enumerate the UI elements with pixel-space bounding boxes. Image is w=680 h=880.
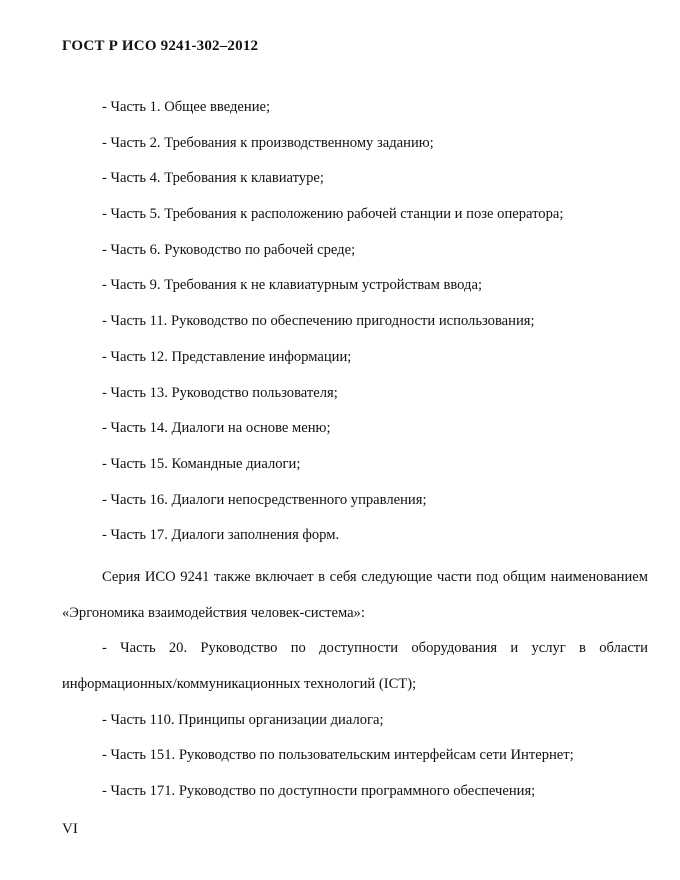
list-item: - Часть 14. Диалоги на основе меню;	[102, 420, 331, 437]
list-item: - Часть 13. Руководство пользователя;	[102, 384, 338, 401]
list-item: - Часть 110. Принципы организации диалога;	[102, 711, 384, 728]
list-item: - Часть 1. Общее введение;	[102, 99, 271, 115]
list-item: - Часть 17. Диалоги заполнения форм.	[102, 527, 340, 544]
list-item: - Часть 171. Руководство по доступности программного обеспечения;	[102, 783, 536, 800]
document-body	[62, 96, 648, 816]
list-item: - Часть 151. Руководство по пользовательским интерфейсам сети Интернет;	[102, 747, 574, 764]
list-item: - Часть 9. Требования к не клавиатурным устройствам ввода;	[102, 277, 482, 294]
list-item: - Часть 2. Требования к производственному заданию;	[102, 134, 434, 151]
document-header: ГОСТ Р ИСО 9241-302–2012	[62, 38, 259, 54]
list-item: - Часть 15. Командные диалоги;	[102, 455, 301, 472]
list-item: - Часть 5. Требования к расположению рабочей станции и позе оператора;	[102, 206, 564, 223]
list-item: - Часть 6. Руководство по рабочей среде;	[102, 241, 356, 258]
page-number: VI	[62, 821, 78, 837]
list-item: - Часть 4. Требования к клавиатуре;	[102, 170, 324, 187]
series-paragraph: Серия ИСО 9241 также включает в себя следующие части под общим наименованием «Эргономика взаимодействия человек-система»:	[62, 568, 648, 621]
list-item: - Часть 11. Руководство по обеспечению пригодности использования;	[102, 313, 535, 330]
list-item: - Часть 16. Диалоги непосредственного управления;	[102, 491, 427, 508]
list-item-part-20: - Часть 20. Руководство по доступности оборудования и услуг в области информационных/коммуникационных технологий (ICT);	[62, 640, 648, 693]
list-item: - Часть 12. Представление информации;	[102, 348, 352, 365]
